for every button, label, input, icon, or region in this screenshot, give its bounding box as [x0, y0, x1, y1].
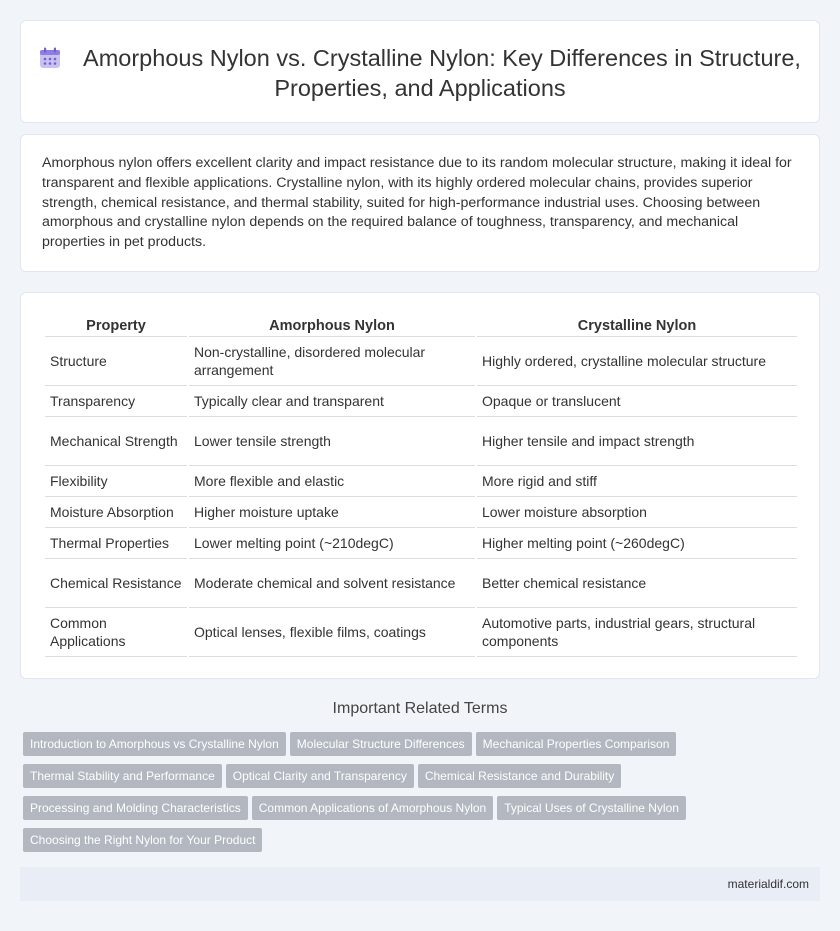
cell-property: Moisture Absorption [45, 497, 187, 528]
cell-crystalline: Lower moisture absorption [477, 497, 797, 528]
cell-amorphous: Optical lenses, flexible films, coatings [189, 608, 475, 657]
related-term-tag[interactable]: Processing and Molding Characteristics [23, 796, 248, 820]
intro-card [20, 134, 820, 272]
cell-property: Chemical Resistance [45, 559, 187, 608]
table-row [45, 528, 797, 559]
cell-property: Common Applications [45, 608, 187, 657]
comparison-card [20, 292, 820, 679]
table-row [45, 386, 797, 417]
cell-property: Mechanical Strength [45, 417, 187, 466]
calendar-icon [39, 47, 61, 69]
table-row [45, 559, 797, 608]
related-term-tag[interactable]: Choosing the Right Nylon for Your Product [23, 828, 262, 852]
related-term-tag[interactable]: Common Applications of Amorphous Nylon [252, 796, 493, 820]
cell-property: Transparency [45, 386, 187, 417]
related-terms-title: Important Related Terms [332, 700, 508, 717]
page-title-text: Amorphous Nylon vs. Crystalline Nylon: Key Differences in Structure, Properties, and Applications [83, 45, 801, 101]
header-amorphous: Amorphous Nylon [189, 315, 475, 337]
table-row [45, 608, 797, 657]
cell-crystalline: More rigid and stiff [477, 466, 797, 497]
table-row [45, 337, 797, 386]
page-title [21, 43, 819, 103]
header-crystalline: Crystalline Nylon [477, 315, 797, 337]
related-term-tag[interactable]: Optical Clarity and Transparency [226, 764, 414, 788]
comparison-table [43, 315, 799, 657]
cell-amorphous: Lower tensile strength [189, 417, 475, 466]
cell-amorphous: Higher moisture uptake [189, 497, 475, 528]
table-row [45, 466, 797, 497]
cell-amorphous: Lower melting point (~210degC) [189, 528, 475, 559]
related-terms-list [23, 732, 818, 860]
cell-property: Structure [45, 337, 187, 386]
footer-site[interactable]: materialdif.com [727, 877, 809, 891]
cell-crystalline: Better chemical resistance [477, 559, 797, 608]
footer [20, 867, 820, 901]
related-term-tag[interactable]: Introduction to Amorphous vs Crystalline Nylon [23, 732, 286, 756]
related-term-tag[interactable]: Molecular Structure Differences [290, 732, 472, 756]
cell-amorphous: More flexible and elastic [189, 466, 475, 497]
cell-property: Thermal Properties [45, 528, 187, 559]
cell-property: Flexibility [45, 466, 187, 497]
cell-crystalline: Higher melting point (~260degC) [477, 528, 797, 559]
intro-text: Amorphous nylon offers excellent clarity and impact resistance due to its random molecular structure, making it ideal for transparent and flexible applications. Crystalline nylon, with its highly ordered molecular chains, provides superior strength, chemical resistance, and thermal stability, suited for high-performance industrial uses. Choosing between amorphous and crystalline nylon depends on the required balance of toughness, transparency, and mechanical properties in pet products. [42, 155, 792, 251]
table-row [45, 417, 797, 466]
related-term-tag[interactable]: Thermal Stability and Performance [23, 764, 222, 788]
related-term-tag[interactable]: Mechanical Properties Comparison [476, 732, 677, 756]
table-row [45, 497, 797, 528]
related-term-tag[interactable]: Typical Uses of Crystalline Nylon [497, 796, 686, 820]
header-property: Property [45, 315, 187, 337]
header [21, 43, 819, 103]
cell-crystalline: Automotive parts, industrial gears, structural components [477, 608, 797, 657]
cell-amorphous: Typically clear and transparent [189, 386, 475, 417]
related-term-tag[interactable]: Chemical Resistance and Durability [418, 764, 621, 788]
table-header-row [45, 315, 797, 337]
cell-crystalline: Highly ordered, crystalline molecular structure [477, 337, 797, 386]
cell-crystalline: Higher tensile and impact strength [477, 417, 797, 466]
cell-crystalline: Opaque or translucent [477, 386, 797, 417]
cell-amorphous: Non-crystalline, disordered molecular arrangement [189, 337, 475, 386]
cell-amorphous: Moderate chemical and solvent resistance [189, 559, 475, 608]
header-card [20, 20, 820, 123]
